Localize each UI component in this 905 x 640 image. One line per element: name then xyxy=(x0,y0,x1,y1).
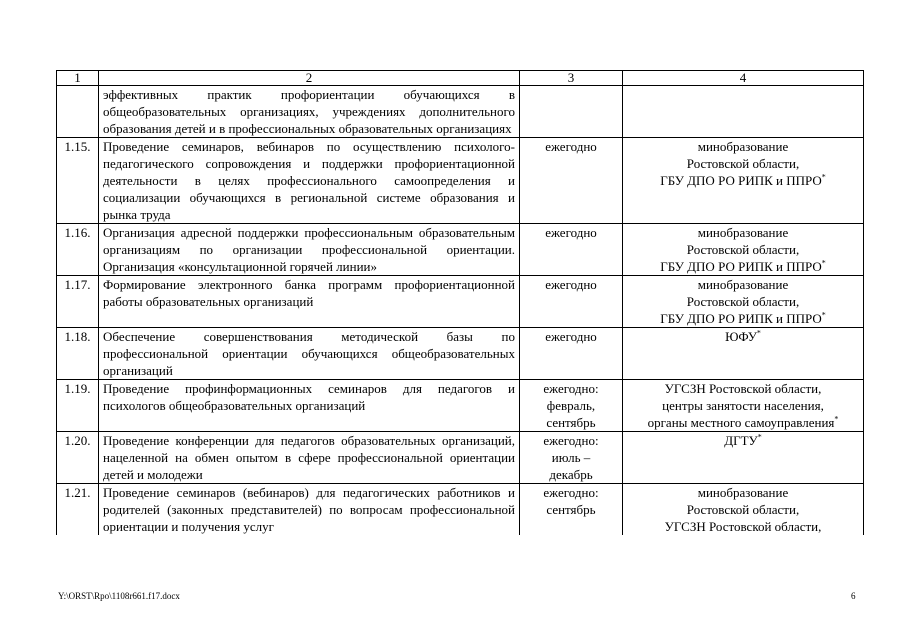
executor-line: ЮФУ* xyxy=(725,328,761,344)
executor-line: Ростовской области, xyxy=(686,502,800,517)
period-line: ежегодно: xyxy=(543,433,599,448)
executor-line: ГБУ ДПО РО РИПК и ППРО* xyxy=(660,310,826,326)
period-line: июль – xyxy=(551,450,591,465)
period-line: ежегодно xyxy=(545,139,597,154)
period-line: ежегодно xyxy=(545,225,597,240)
executor-line: центры занятости населения, xyxy=(662,398,824,413)
column-header: 1 xyxy=(57,71,99,86)
period-line: февраль, xyxy=(546,398,596,413)
executor-line: Ростовской области, xyxy=(686,294,800,309)
row-executor xyxy=(623,328,864,380)
table-row xyxy=(57,484,864,536)
period-line: ежегодно xyxy=(545,329,597,344)
row-executor xyxy=(623,138,864,224)
row-executor xyxy=(623,432,864,484)
row-description: Проведение профинформационных семинаров для педагогов и психологов общеобразовательных организаций xyxy=(99,380,520,432)
row-period xyxy=(520,328,623,380)
executor-line: Ростовской области, xyxy=(686,156,800,171)
row-executor xyxy=(623,86,864,138)
executor-line: минобразование xyxy=(697,225,789,240)
page-number: 6 xyxy=(851,591,856,601)
row-period xyxy=(520,380,623,432)
row-period xyxy=(520,86,623,138)
footnote-mark: * xyxy=(757,432,762,442)
period-line: ежегодно xyxy=(545,277,597,292)
footnote-mark: * xyxy=(821,310,826,320)
row-description xyxy=(99,484,520,536)
row-period xyxy=(520,224,623,276)
row-description: Организация адресной поддержки профессиональным образовательным организациям по организации профессиональной ориентации. Организация «консультационной горячей линии» xyxy=(99,224,520,276)
row-executor xyxy=(623,380,864,432)
table-row xyxy=(57,328,864,380)
table-row xyxy=(57,86,864,138)
row-number: 1.18. xyxy=(57,328,99,380)
executor-line: минобразование xyxy=(697,277,789,292)
table-row xyxy=(57,380,864,432)
executor-line: минобразование xyxy=(697,139,789,154)
table-header-row xyxy=(57,71,864,86)
executor-line: УГСЗН Ростовской области, xyxy=(664,381,822,396)
period-line: ежегодно: xyxy=(543,485,599,500)
row-description: Формирование электронного банка программ профориентационной работы образовательных организаций xyxy=(99,276,520,328)
table-row xyxy=(57,224,864,276)
table-row xyxy=(57,138,864,224)
row-period xyxy=(520,276,623,328)
table-row xyxy=(57,276,864,328)
row-number: 1.17. xyxy=(57,276,99,328)
row-executor xyxy=(623,484,864,536)
row-period xyxy=(520,138,623,224)
table-row xyxy=(57,432,864,484)
executor-line: ДГТУ* xyxy=(724,432,762,448)
executor-line: ГБУ ДПО РО РИПК и ППРО* xyxy=(660,258,826,274)
row-description: эффективных практик профориентации обучающихся в общеобразовательных организациях, учреждениях дополнительного образования детей и в профессиональных образовательных организациях xyxy=(99,86,520,138)
column-header: 4 xyxy=(623,71,864,86)
row-description: Обеспечение совершенствования методической базы по профессиональной ориентации обучающихся общеобразовательных организаций xyxy=(99,328,520,380)
row-description-text: Проведение семинаров (вебинаров) для педагогических работников и родителей (законных представителей) по вопросам профессиональной ориентации и получения услуг xyxy=(103,485,515,534)
row-number: 1.19. xyxy=(57,380,99,432)
activities-table xyxy=(56,70,864,535)
column-header: 3 xyxy=(520,71,623,86)
executor-line: УГСЗН Ростовской области, xyxy=(664,519,822,534)
footnote-mark: * xyxy=(834,414,839,424)
row-number: 1.21. xyxy=(57,484,99,536)
executor-line: Ростовской области, xyxy=(686,242,800,257)
footnote-mark: * xyxy=(821,172,826,182)
period-line: ежегодно: xyxy=(543,381,599,396)
executor-line: органы местного самоуправления* xyxy=(647,414,839,430)
executor-line: ГБУ ДПО РО РИПК и ППРО* xyxy=(660,172,826,188)
row-description: Проведение семинаров, вебинаров по осуществлению психолого-педагогического сопровождения и поддержки профориентационной деятельности в целях профессионального самоопределения и социализации обучающихся в региональной системе образования и рынка труда xyxy=(99,138,520,224)
period-line: сентябрь xyxy=(546,415,596,430)
row-number: 1.20. xyxy=(57,432,99,484)
row-period xyxy=(520,484,623,536)
footnote-mark: * xyxy=(756,328,761,338)
footer-file-path: Y:\ORST\Rpo\1108r661.f17.docx xyxy=(58,591,180,601)
row-executor xyxy=(623,224,864,276)
row-period xyxy=(520,432,623,484)
row-number: 1.15. xyxy=(57,138,99,224)
executor-line: минобразование xyxy=(697,485,789,500)
footnote-mark: * xyxy=(821,258,826,268)
row-number: 1.16. xyxy=(57,224,99,276)
period-line: декабрь xyxy=(549,467,593,482)
row-number xyxy=(57,86,99,138)
row-description: Проведение конференции для педагогов образовательных организаций, нацеленной на обмен опытом в сфере профессиональной ориентации детей и молодежи xyxy=(99,432,520,484)
row-executor xyxy=(623,276,864,328)
period-line: сентябрь xyxy=(546,502,596,517)
column-header: 2 xyxy=(99,71,520,86)
